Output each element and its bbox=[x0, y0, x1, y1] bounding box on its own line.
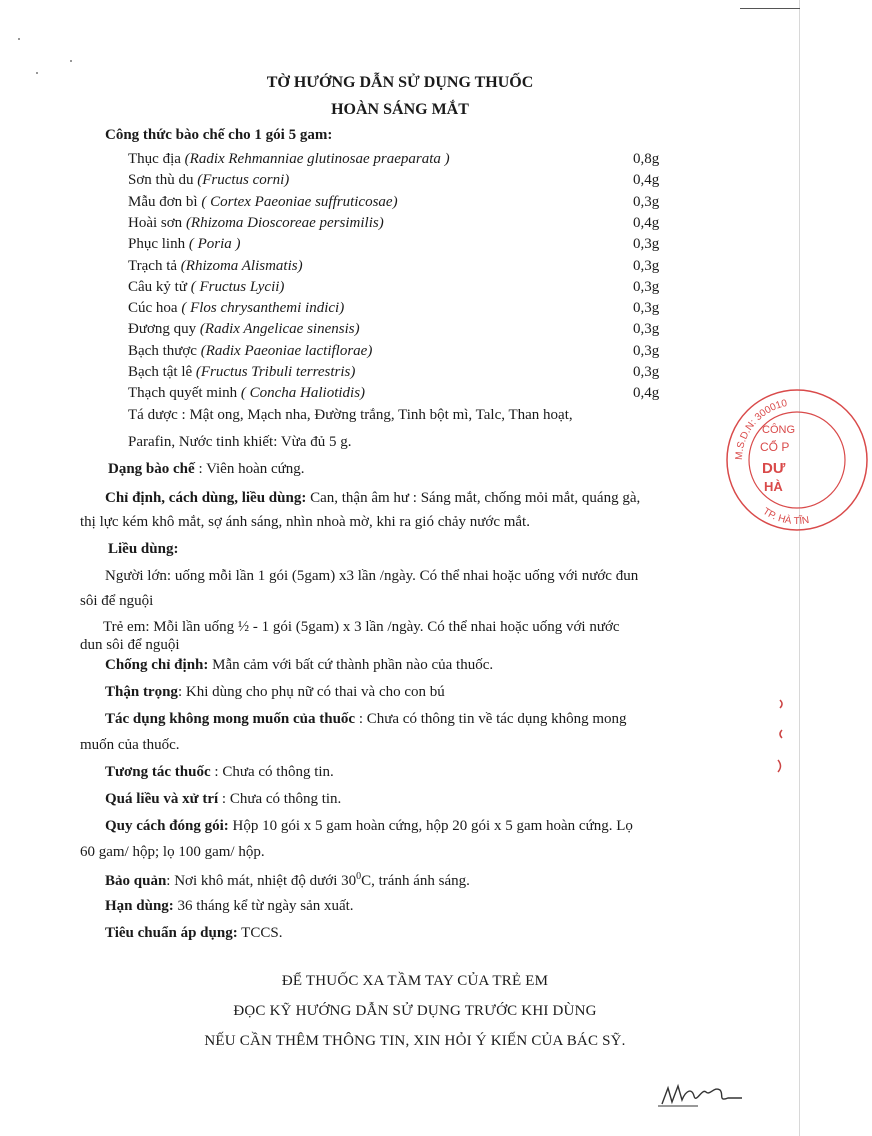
dosage-form bbox=[108, 461, 305, 478]
ingredient-name bbox=[128, 385, 365, 402]
side-effects-text: : Chưa có thông tin về tác dụng không mong bbox=[355, 711, 627, 727]
ingredient-vn-name: Thạch quyết minh bbox=[128, 385, 241, 401]
overdose bbox=[105, 791, 341, 808]
ingredient-latin-name: (Radix Rehmanniae glutinosae praeparata ) bbox=[184, 151, 450, 167]
ingredient-amount: 0,4g bbox=[633, 215, 660, 231]
speck bbox=[70, 60, 72, 62]
footer-line-2: ĐỌC KỸ HƯỚNG DẪN SỬ DỤNG TRƯỚC KHI DÙNG bbox=[233, 1003, 597, 1019]
ingredient-latin-name: ( Poria ) bbox=[188, 236, 241, 252]
stamp-line-1: CÔNG bbox=[762, 424, 795, 436]
ingredient-latin-name: (Fructus corni) bbox=[197, 172, 290, 188]
speck bbox=[18, 38, 20, 40]
ingredient-vn-name: Thục địa bbox=[128, 151, 185, 167]
ingredient-name bbox=[128, 172, 289, 189]
stamp-bottom-text: TP. HÀ TĨN bbox=[760, 506, 811, 527]
corner-line bbox=[740, 8, 800, 9]
side-effects-text-2: muốn của thuốc. bbox=[80, 737, 180, 753]
packaging-text-2: 60 gam/ hộp; lọ 100 gam/ hộp. bbox=[80, 844, 265, 860]
ingredient-name bbox=[128, 151, 450, 168]
ingredient-latin-name: (Rhizoma Alismatis) bbox=[180, 258, 303, 274]
ingredient-name bbox=[128, 279, 284, 296]
ingredient-name bbox=[128, 215, 384, 232]
ingredient-amount: 0,3g bbox=[633, 321, 660, 337]
stamp-line-3: DƯ bbox=[762, 460, 786, 477]
ingredient-latin-name: ( Fructus Lycii) bbox=[190, 279, 285, 295]
doc-title: TỜ HƯỚNG DẪN SỬ DỤNG THUỐC bbox=[266, 74, 534, 91]
dosage-form-label: Dạng bào chế bbox=[108, 461, 195, 477]
precautions-text: : Khi dùng cho phụ nữ có thai và cho con bú bbox=[177, 684, 445, 700]
side-effects bbox=[105, 711, 627, 728]
interactions-label: Tương tác thuốc bbox=[105, 764, 211, 780]
ingredient-vn-name: Câu kỷ tử bbox=[128, 279, 191, 295]
dosage-child-2: dun sôi để nguội bbox=[80, 637, 180, 653]
ingredient-latin-name: (Radix Paeoniae lactiflorae) bbox=[200, 343, 373, 359]
standard-label: Tiêu chuẩn áp dụng: bbox=[105, 925, 238, 941]
contraindications-text: Mẫn cảm với bất cứ thành phần nào của thuốc. bbox=[208, 657, 494, 673]
ingredient-latin-name: ( Concha Haliotidis) bbox=[240, 385, 366, 401]
ingredient-amount: 0,3g bbox=[633, 364, 660, 380]
storage bbox=[105, 871, 470, 890]
footer-line-3: NẾU CẦN THÊM THÔNG TIN, XIN HỎI Ý KIẾN CỦA BÁC SỸ. bbox=[204, 1033, 626, 1049]
ingredient-amount: 0,3g bbox=[633, 236, 660, 252]
ingredient-vn-name: Đương quy bbox=[128, 321, 200, 337]
side-effects-label: Tác dụng không mong muốn của thuốc bbox=[105, 711, 356, 727]
precautions bbox=[105, 684, 445, 701]
stamp-top-text: M.S.D.N: 300010 bbox=[733, 397, 789, 461]
ingredient-latin-name: ( Flos chrysanthemi indici) bbox=[181, 300, 345, 316]
dosage-label: Liều dùng: bbox=[108, 541, 179, 557]
shelf-life bbox=[105, 898, 354, 915]
ingredient-name bbox=[128, 364, 355, 381]
ingredient-amount: 0,3g bbox=[633, 258, 660, 274]
excipient-line: Tá dược : Mật ong, Mạch nha, Đường trắng, Tinh bột mì, Talc, Than hoạt, bbox=[128, 407, 573, 423]
ingredient-amount: 0,3g bbox=[633, 194, 660, 210]
packaging-label: Quy cách đóng gói: bbox=[105, 818, 229, 834]
shelf-life-label: Hạn dùng: bbox=[105, 898, 174, 914]
storage-sup: 0 bbox=[356, 871, 362, 882]
footer-line-1: ĐỂ THUỐC XA TẦM TAY CỦA TRẺ EM bbox=[281, 973, 549, 989]
standard-text: TCCS. bbox=[237, 925, 283, 941]
storage-label: Bảo quản bbox=[105, 873, 167, 889]
ingredient-amount: 0,3g bbox=[633, 343, 660, 359]
ingredient-vn-name: Mẫu đơn bì bbox=[128, 194, 202, 210]
dosage-form-text: : Viên hoàn cứng. bbox=[194, 461, 305, 477]
precautions-label: Thận trọng bbox=[105, 684, 178, 700]
signature bbox=[658, 1078, 748, 1110]
interactions-text: : Chưa có thông tin. bbox=[210, 764, 334, 780]
ingredient-amount: 0,4g bbox=[633, 172, 660, 188]
ingredient-vn-name: Cúc hoa bbox=[128, 300, 182, 316]
dosage-adult-2: sôi để nguội bbox=[80, 593, 154, 609]
dosage-child: Trẻ em: Mỗi lần uống ½ - 1 gói (5gam) x 3 lần /ngày. Có thể nhai hoặc uống với nước bbox=[103, 619, 620, 635]
ingredient-amount: 0,3g bbox=[633, 279, 660, 295]
ingredient-amount: 0,8g bbox=[633, 151, 660, 167]
ingredient-amount: 0,4g bbox=[633, 385, 660, 401]
indications-text-2: thị lực kém khô mắt, sợ ánh sáng, nhìn nhoà mờ, khi ra gió chảy nước mắt. bbox=[80, 514, 530, 530]
packaging bbox=[105, 818, 633, 835]
ingredient-amount: 0,3g bbox=[633, 300, 660, 316]
ingredient-vn-name: Bạch thược bbox=[128, 343, 201, 359]
contraindications-label: Chống chỉ định: bbox=[105, 657, 209, 673]
indications bbox=[105, 490, 640, 507]
ingredient-latin-name: ( Cortex Paeoniae suffruticosae) bbox=[201, 194, 398, 210]
ingredient-latin-name: (Rhizoma Dioscoreae persimilis) bbox=[185, 215, 384, 231]
ingredient-vn-name: Hoài sơn bbox=[128, 215, 186, 231]
ingredient-latin-name: (Radix Angelicae sinensis) bbox=[199, 321, 360, 337]
ingredient-name bbox=[128, 194, 398, 211]
ingredient-name bbox=[128, 236, 241, 253]
shelf-life-text: 36 tháng kể từ ngày sản xuất. bbox=[173, 898, 354, 914]
ingredient-vn-name: Trạch tả bbox=[128, 258, 181, 274]
ingredient-latin-name: (Fructus Tribuli terrestris) bbox=[195, 364, 356, 380]
ingredient-vn-name: Bạch tật lê bbox=[128, 364, 196, 380]
dosage-adult: Người lớn: uống mỗi lần 1 gói (5gam) x3 lần /ngày. Có thể nhai hoặc uống với nước đun bbox=[105, 568, 639, 584]
storage-text-post: C, tránh ánh sáng. bbox=[361, 873, 470, 889]
storage-text: : Nơi khô mát, nhiệt độ dưới 30 bbox=[166, 873, 357, 889]
ingredient-vn-name: Phục linh bbox=[128, 236, 189, 252]
ingredient-name bbox=[128, 258, 303, 275]
standard bbox=[105, 925, 282, 942]
ingredient-name bbox=[128, 343, 372, 360]
stamp-line-4: HÀ bbox=[764, 479, 783, 494]
contraindications bbox=[105, 657, 493, 674]
interactions bbox=[105, 764, 334, 781]
ingredient-name bbox=[128, 300, 344, 317]
overdose-label: Quá liều và xử trí bbox=[105, 791, 219, 807]
excipient-line: Parafin, Nước tinh khiết: Vừa đủ 5 g. bbox=[128, 434, 352, 450]
company-stamp bbox=[722, 385, 872, 535]
page-edge-line bbox=[799, 0, 800, 1136]
overdose-text: : Chưa có thông tin. bbox=[218, 791, 342, 807]
edge-stamp-fragment bbox=[770, 690, 790, 790]
indications-label: Chỉ định, cách dùng, liều dùng: bbox=[105, 490, 307, 506]
formula-heading: Công thức bào chế cho 1 gói 5 gam: bbox=[105, 127, 333, 143]
packaging-text: Hộp 10 gói x 5 gam hoàn cứng, hộp 20 gói x 5 gam hoàn cứng. Lọ bbox=[228, 818, 633, 834]
ingredient-name bbox=[128, 321, 360, 338]
ingredient-vn-name: Sơn thù du bbox=[128, 172, 198, 188]
stamp-line-2: CỔ P bbox=[760, 440, 790, 454]
product-name: HOÀN SÁNG MẮT bbox=[331, 101, 469, 118]
indications-text: Can, thận âm hư : Sáng mắt, chống mỏi mắt, quáng gà, bbox=[306, 490, 641, 506]
